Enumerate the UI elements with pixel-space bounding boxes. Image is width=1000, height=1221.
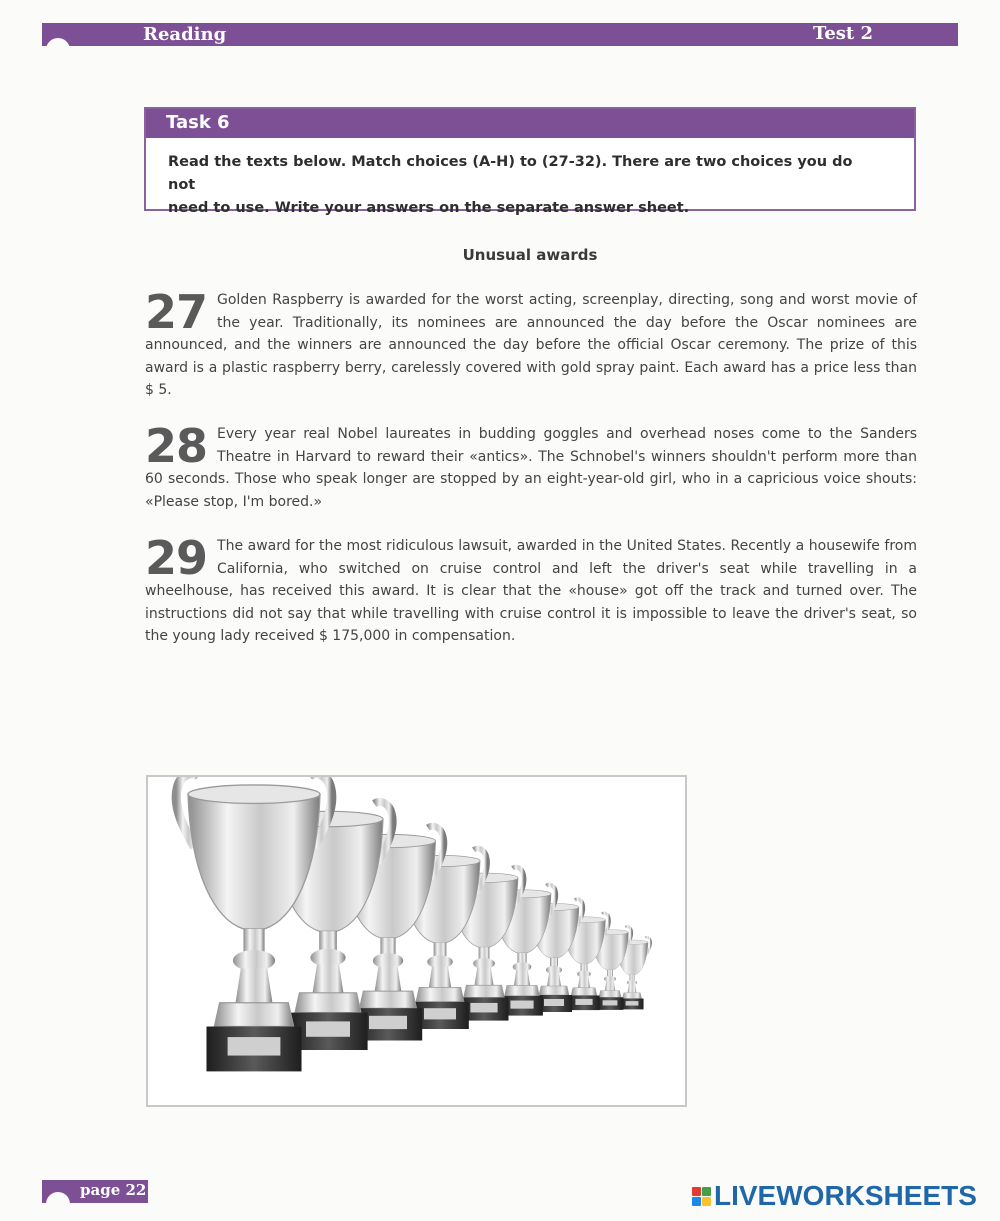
liveworksheets-logo xyxy=(692,1181,977,1211)
instructions-line-1: Read the texts below. Match choices (A-H) to (27-32). There are two choices you do not xyxy=(168,154,853,193)
logo-square-green xyxy=(702,1187,711,1196)
item-number: 27 xyxy=(145,285,208,339)
trophy-row-illustration xyxy=(148,777,685,1105)
footer-tab-notch xyxy=(46,1192,70,1216)
section-title: Reading xyxy=(143,24,227,45)
item-text: The award for the most ridiculous lawsuit, awarded in the United States. Recently a housewife from California, who switched on cruise control and left the driver's seat while travelling in a wheelhouse, has received this award. It is clear that the «house» got off the track and turned over. The instructions did not say that while travelling with cruise control it is impossible to leave the driver's seat, so the young lady received $ 175,000 in compensation. xyxy=(145,538,917,644)
item-text: Every year real Nobel laureates in budding goggles and overhead noses come to the Sanders Theatre in Harvard to reward their «antics». The Schnobel's winners shouldn't perform more than 60 seconds. Those who speak longer are stopped by an eight-year-old girl, who in a capricious voice shouts: «Please stop, I'm bored.» xyxy=(145,426,917,510)
item-text: Golden Raspberry is awarded for the worst acting, screenplay, directing, song and worst movie of the year. Traditionally, its nominees are announced the day before the Oscar nominees are announced, and the winners are announced the day before the official Oscar ceremony. The prize of this award is a plastic raspberry berry, carelessly covered with gold spray paint. Each award has a price less than $ 5. xyxy=(145,292,917,398)
task-box xyxy=(144,107,916,216)
task-instructions xyxy=(168,151,868,220)
instructions-line-2: need to use. Write your answers on the separate answer sheet. xyxy=(168,200,690,216)
article-item-28 xyxy=(145,419,917,513)
article-title: Unusual awards xyxy=(462,246,598,264)
task-title-bar xyxy=(146,109,914,138)
logo-square-red xyxy=(692,1187,701,1196)
page-number: page 22 xyxy=(80,1181,147,1199)
logo-text: LIVEWORKSHEETS xyxy=(714,1180,977,1211)
item-number: 28 xyxy=(145,419,208,473)
logo-square-yellow xyxy=(702,1197,711,1206)
task-title: Task 6 xyxy=(166,112,230,133)
item-number: 29 xyxy=(145,531,208,585)
logo-square-blue xyxy=(692,1197,701,1206)
article-item-27 xyxy=(145,285,917,402)
liveworksheets-icon xyxy=(692,1187,711,1206)
article-item-29 xyxy=(145,531,917,648)
trophies-image xyxy=(146,775,687,1107)
test-label: Test 2 xyxy=(813,23,874,44)
header-tab-notch xyxy=(46,38,70,62)
